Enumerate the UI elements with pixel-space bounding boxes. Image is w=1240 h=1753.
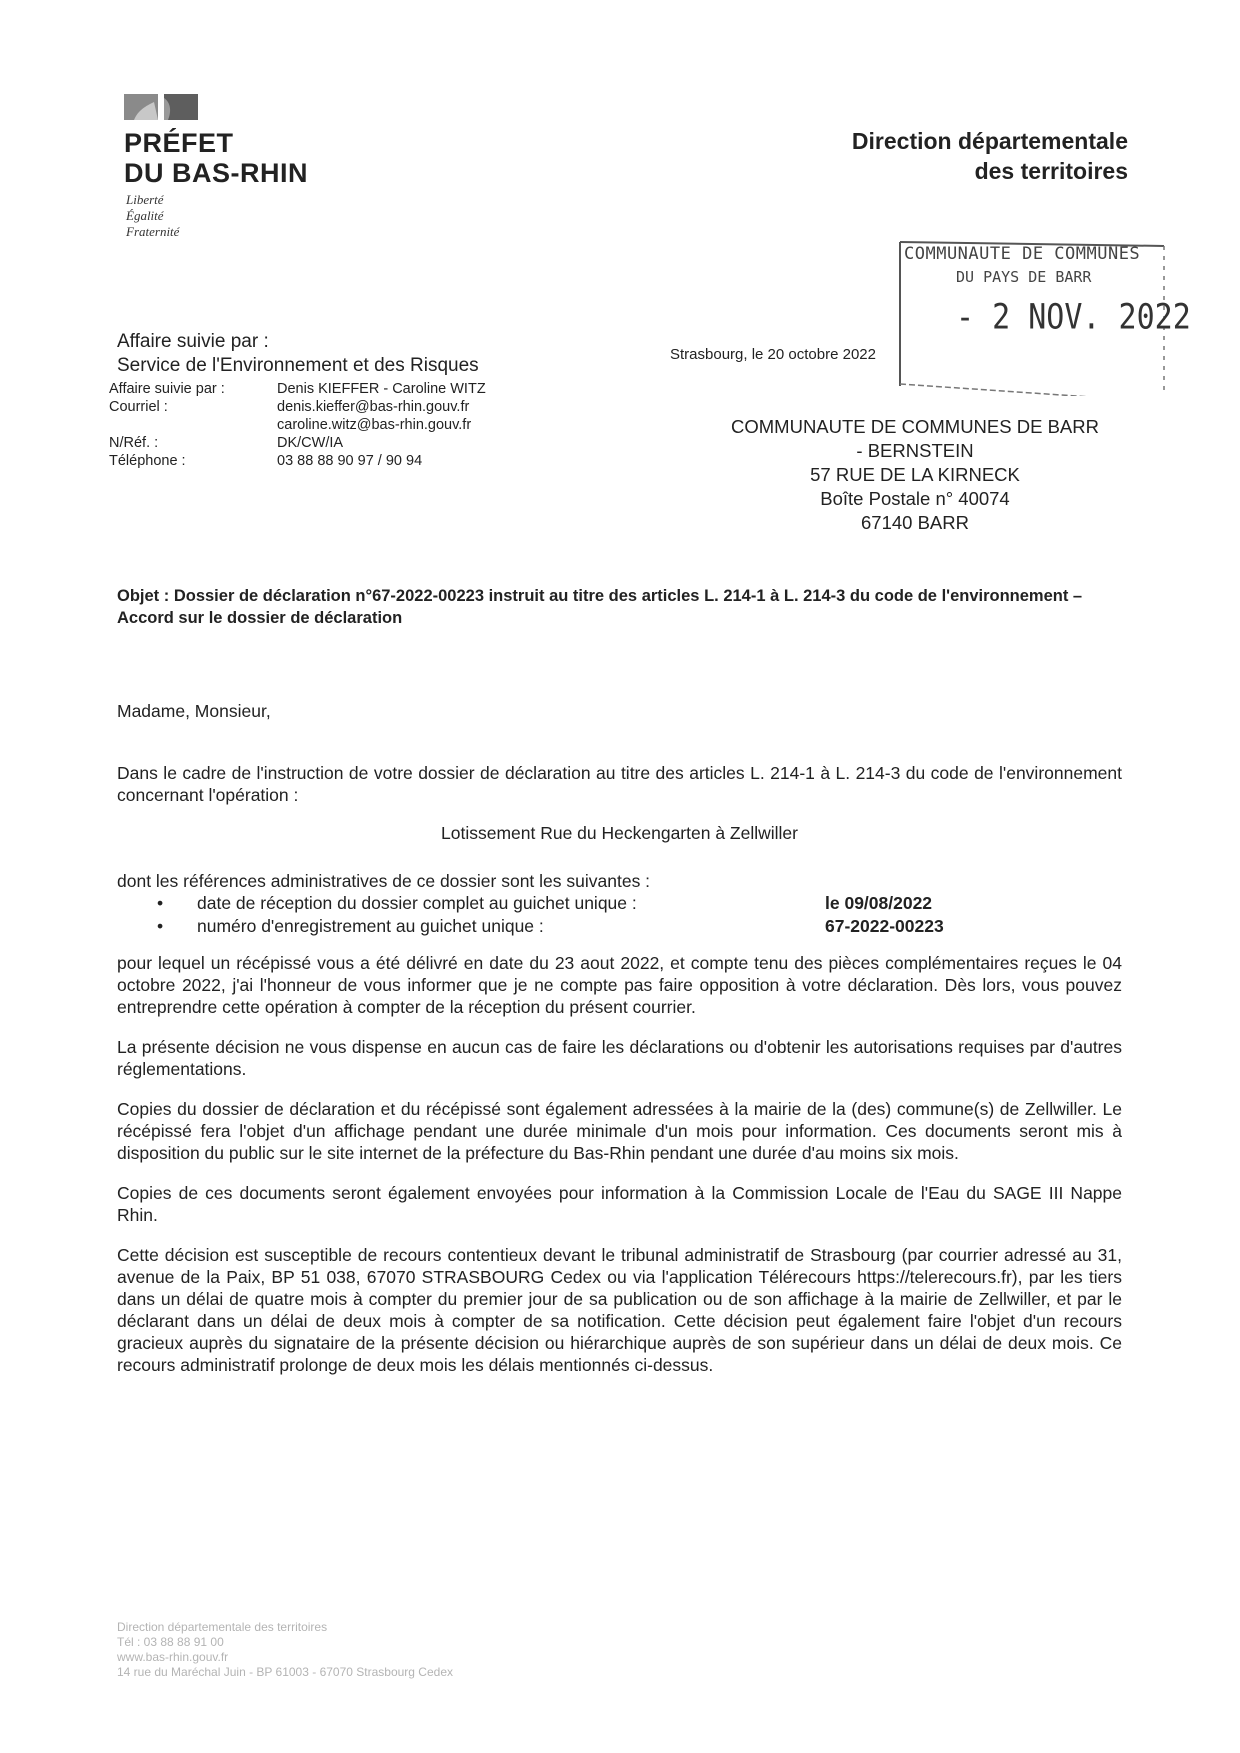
republic-motto	[126, 192, 179, 240]
affaire-heading	[117, 330, 479, 378]
footer-line: 14 rue du Maréchal Juin - BP 61003 - 67070 Strasbourg Cedex	[117, 1665, 453, 1679]
reception-stamp	[896, 236, 1191, 396]
bullet: •	[157, 916, 164, 936]
ref-label: numéro d'enregistrement au guichet unique :	[197, 916, 544, 936]
prefet-line-2: DU BAS-RHIN	[124, 158, 308, 188]
paragraph: La présente décision ne vous dispense en aucun cas de faire les déclarations ou d'obtenir les autorisations requises par d'autres réglementations.	[117, 1037, 1122, 1079]
contact-row	[109, 398, 486, 416]
prefet-line-1: PRÉFET	[124, 128, 234, 158]
affaire-service: Service de l'Environnement et des Risques	[117, 355, 479, 376]
list-item	[117, 915, 1122, 938]
salutation: Madame, Monsieur,	[117, 701, 271, 721]
contact-value: 03 88 88 90 97 / 90 94	[277, 453, 423, 469]
contact-row	[109, 434, 486, 452]
recipient-address	[690, 415, 1140, 535]
marianne-logo-icon	[124, 92, 198, 122]
contact-label: Affaire suivie par :	[109, 381, 225, 397]
motto-liberte: Liberté	[126, 192, 164, 207]
list-item	[117, 892, 1122, 915]
contact-row	[109, 452, 486, 470]
ref-value: le 09/08/2022	[825, 893, 933, 913]
recipient-line: COMMUNAUTE DE COMMUNES DE BARR	[731, 416, 1099, 437]
stamp-date: - 2 NOV. 2022	[956, 297, 1191, 338]
contact-label: Courriel :	[109, 399, 168, 415]
contact-value: DK/CW/IA	[277, 435, 344, 451]
recipient-line: 67140 BARR	[861, 512, 969, 533]
recipient-line: 57 RUE DE LA KIRNECK	[810, 464, 1020, 485]
prefet-title	[124, 128, 308, 188]
ddt-line-2: des territoires	[974, 158, 1128, 184]
footer-contact	[117, 1620, 453, 1680]
footer-line: Direction départementale des territoires	[117, 1620, 328, 1634]
stamp-line-2: DU PAYS DE BARR	[956, 268, 1092, 286]
recipient-line: Boîte Postale n° 40074	[820, 488, 1010, 509]
contact-row	[109, 416, 486, 434]
stamp-line-1: COMMUNAUTE DE COMMUNES	[904, 244, 1141, 264]
paragraph: Copies de ces documents seront également envoyées pour information à la Commission Locale de l'Eau du SAGE III Nappe Rhin.	[117, 1183, 1122, 1225]
ddt-heading	[852, 126, 1128, 186]
ref-value: 67-2022-00223	[825, 916, 944, 936]
contact-email-link[interactable]: caroline.witz@bas-rhin.gouv.fr	[277, 417, 472, 433]
refs-intro: dont les références administratives de ce dossier sont les suivantes :	[117, 871, 651, 891]
contact-row	[109, 380, 486, 398]
contact-block	[109, 380, 486, 470]
contact-label: Téléphone :	[109, 453, 186, 469]
letter-subject: Objet : Dossier de déclaration n°67-2022-00223 instruit au titre des articles L. 214-1 à L. 214-3 du code de l'environnement – Accord sur le dossier de déclaration	[117, 587, 1083, 627]
footer-line: Tél : 03 88 88 91 00	[117, 1635, 224, 1649]
motto-fraternite: Fraternité	[126, 224, 180, 239]
intro-paragraph: Dans le cadre de l'instruction de votre dossier de déclaration au titre des articles L. 214-1 à L. 214-3 du code de l'environnement concernant l'opération :	[117, 763, 1122, 805]
motto-egalite: Égalité	[126, 208, 164, 223]
contact-label	[109, 416, 277, 434]
letter-body	[117, 700, 1122, 1376]
operation-name: Lotissement Rue du Heckengarten à Zellwiller	[441, 823, 798, 843]
place-date: Strasbourg, le 20 octobre 2022	[670, 346, 876, 363]
paragraph: Copies du dossier de déclaration et du récépissé sont également adressées à la mairie de la (des) commune(s) de Zellwiller. Le récépissé fera l'objet d'un affichage pendant une durée minimale d'un mois pour information. Ces documents seront mis à disposition du public sur le site internet de la préfecture du Bas-Rhin pendant une durée d'au moins six mois.	[117, 1099, 1122, 1163]
paragraph: pour lequel un récépissé vous a été délivré en date du 23 aout 2022, et compte tenu des pièces complémentaires reçues le 04 octobre 2022, j'ai l'honneur de vous informer que je ne compte pas faire opposition à votre déclaration. Dès lors, vous pouvez entreprendre cette opération à compter de la réception du présent courrier.	[117, 953, 1122, 1017]
contact-email-link[interactable]: denis.kieffer@bas-rhin.gouv.fr	[277, 399, 470, 415]
ddt-line-1: Direction départementale	[851, 128, 1128, 154]
contact-value: Denis KIEFFER - Caroline WITZ	[277, 381, 486, 397]
recipient-line: - BERNSTEIN	[856, 440, 974, 461]
paragraph: Cette décision est susceptible de recours contentieux devant le tribunal administratif de Strasbourg (par courrier adressé au 31, avenue de la Paix, BP 51 038, 67070 STRASBOURG Cedex ou via l'application Télérecours https://telerecours.fr), par les tiers dans un délai de quatre mois à compter du premier jour de sa publication ou de son affichage à la mairie de Zellwiller, et par le déclarant dans un délai de deux mois à compter de sa notification. Cette décision peut également faire l'objet d'un recours gracieux auprès du signataire de la présente décision ou hiérarchique auprès de son supérieur dans un délai de deux mois. Ce recours administratif prolonge de deux mois les délais mentionnés ci-dessus.	[117, 1245, 1122, 1375]
affaire-title: Affaire suivie par :	[117, 331, 269, 352]
contact-label: N/Réf. :	[109, 435, 159, 451]
footer-website-link[interactable]: www.bas-rhin.gouv.fr	[117, 1650, 229, 1664]
ref-label: date de réception du dossier complet au guichet unique :	[197, 893, 637, 913]
bullet: •	[157, 893, 164, 913]
